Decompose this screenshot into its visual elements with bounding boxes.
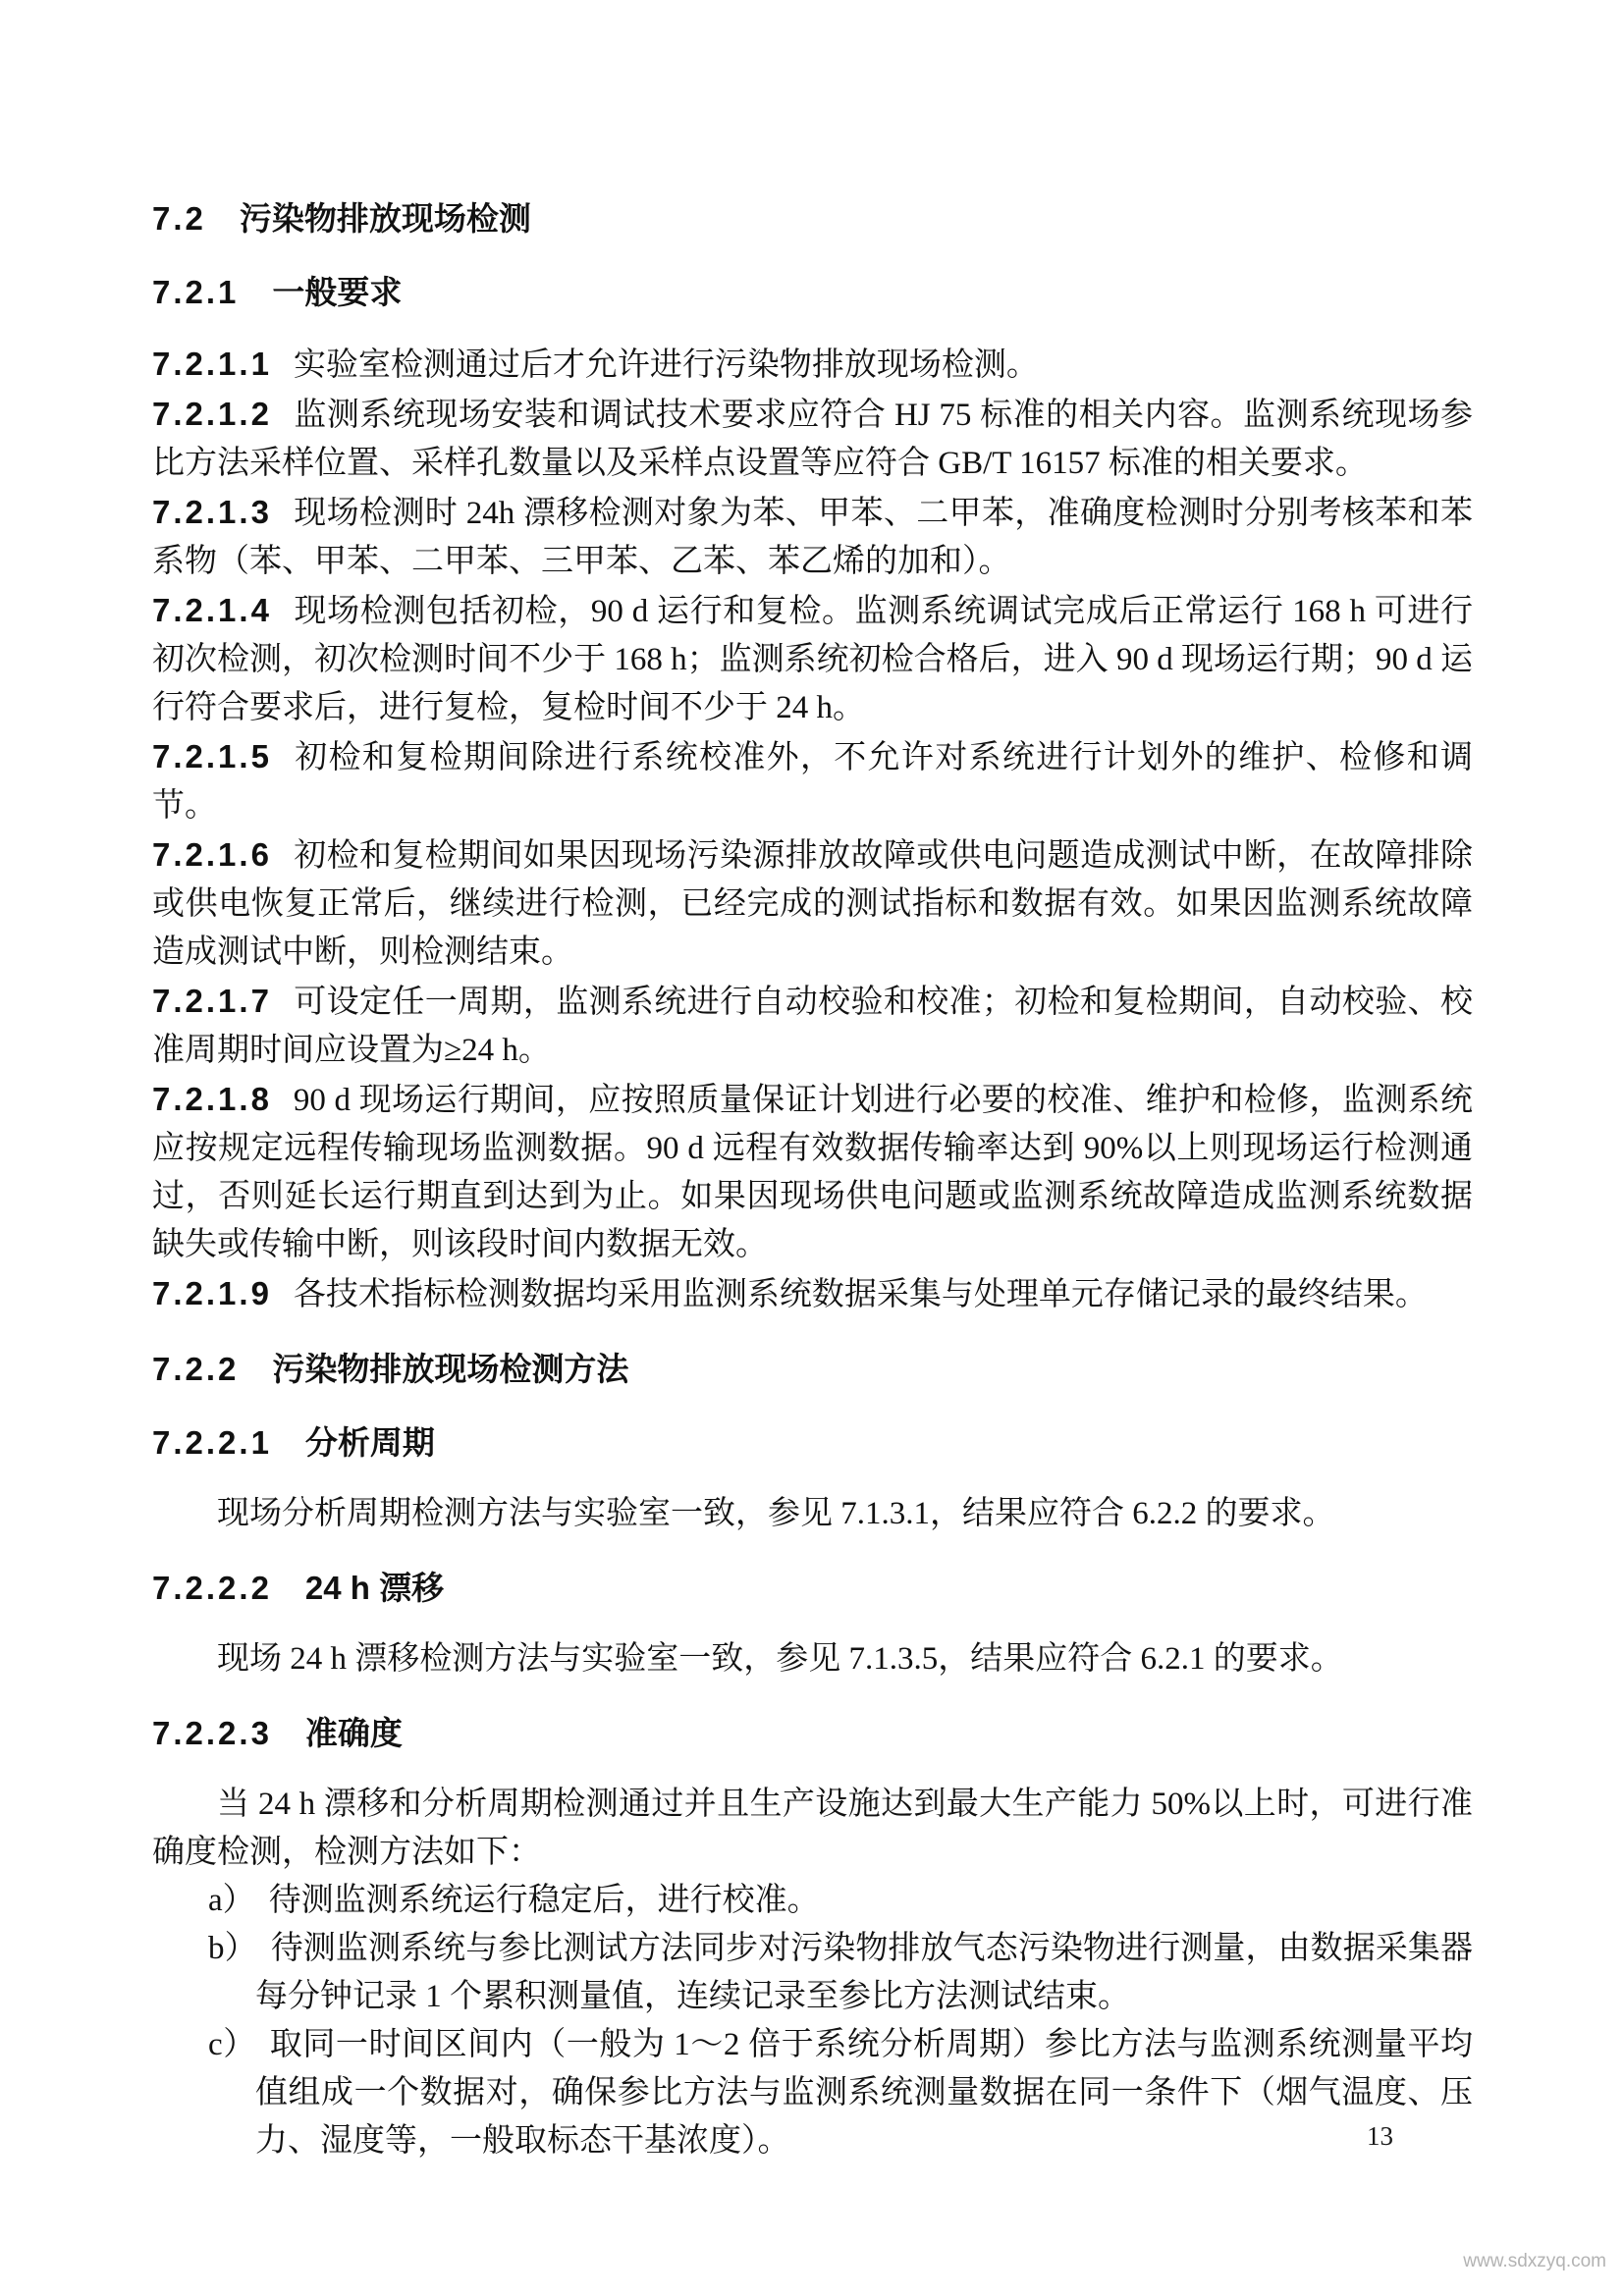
list-item-text: 待测监测系统运行稳定后，进行校准。 [268, 1883, 820, 1918]
clause-text: 初检和复检期间除进行系统校准外，不允许对系统进行计划外的维护、检修和调节。 [152, 740, 1473, 824]
paragraph: 现场 24 h 漂移检测方法与实验室一致，参见 7.1.3.5，结果应符合 6.2.1 的要求。 [217, 1641, 1343, 1677]
section-number: 7.2.2.2 [152, 1570, 272, 1606]
clause-7-2-1-7 [152, 977, 1473, 1075]
clause-number: 7.2.1.4 [152, 592, 272, 628]
clause-number: 7.2.1.7 [152, 983, 272, 1019]
section-heading-7-2-1 [152, 268, 1473, 316]
clause-text: 监测系统现场安装和调试技术要求应符合 HJ 75 标准的相关内容。监测系统现场参比方法采样位置、采样孔数量以及采样点设置等应符合 GB/T 16157 标准的相关要求。 [152, 398, 1473, 481]
section-heading-7-2-2 [152, 1345, 1473, 1393]
clause-number: 7.2.1.8 [152, 1081, 272, 1117]
clause-number: 7.2.1.9 [152, 1275, 272, 1311]
section-title: 一般要求 [272, 274, 403, 310]
list-item-label: c） [208, 2027, 256, 2062]
watermark-text: www.sdxzyq.com [1463, 2251, 1606, 2271]
section-title: 污染物排放现场检测 [239, 200, 531, 237]
clause-number: 7.2.1.6 [152, 836, 272, 873]
section-title: 分析周期 [304, 1424, 435, 1461]
clause-7-2-1-6 [152, 830, 1473, 977]
section-number: 7.2.2 [152, 1351, 240, 1387]
clause-7-2-1-2 [152, 390, 1473, 488]
clause-text: 初检和复检期间如果因现场污染源排放故障或供电问题造成测试中断，在故障排除或供电恢复正常后，继续进行检测，已经完成的测试指标和数据有效。如果因监测系统故障造成测试中断，则检测结束。 [152, 838, 1473, 970]
section-number: 7.2 [152, 200, 206, 237]
section-title: 污染物排放现场检测方法 [272, 1351, 629, 1387]
section-heading-7-2-2-3 [152, 1709, 1473, 1757]
list-item-label: b） [208, 1931, 257, 1966]
page-number: 13 [1367, 2121, 1393, 2151]
clause-number: 7.2.1.2 [152, 396, 272, 432]
section-number: 7.2.1 [152, 274, 240, 310]
clause-text: 现场检测包括初检，90 d 运行和复检。监测系统调试完成后正常运行 168 h 可进行初次检测，初次检测时间不少于 168 h；监测系统初检合格后，进入 90 d 现场运行期；90 d 运行符合要求后，进行复检，复检时间不少于 24 h。 [152, 594, 1473, 725]
clause-7-2-1-1 [152, 340, 1473, 390]
section-number: 7.2.2.1 [152, 1424, 272, 1461]
clause-number: 7.2.1.1 [152, 346, 272, 382]
section-heading-7-2-2-1 [152, 1418, 1473, 1467]
clause-7-2-1-3 [152, 488, 1473, 586]
section-heading-7-2 [152, 194, 1473, 242]
list-item-label: a） [208, 1883, 255, 1918]
section-title: 准确度 [304, 1715, 403, 1751]
clause-7-2-1-9 [152, 1269, 1473, 1319]
list-item-text: 待测监测系统与参比测试方法同步对污染物排放气态污染物进行测量，由数据采集器每分钟记录 1 个累积测量值，连续记录至参比方法测试结束。 [255, 1931, 1474, 2014]
section-title: 24 h 漂移 [304, 1570, 445, 1606]
section-number: 7.2.2.3 [152, 1715, 272, 1751]
clause-7-2-1-8 [152, 1075, 1473, 1269]
list-item-b [152, 1925, 1473, 2021]
document-body [152, 194, 1473, 2165]
clause-text: 现场检测时 24h 漂移检测对象为苯、甲苯、二甲苯，准确度检测时分别考核苯和苯系物（苯、甲苯、二甲苯、三甲苯、乙苯、苯乙烯的加和）。 [152, 496, 1473, 579]
list-item-c [152, 2021, 1473, 2165]
clause-7-2-1-5 [152, 732, 1473, 830]
clause-7-2-1-4 [152, 586, 1473, 732]
list-item-a [152, 1877, 1473, 1925]
paragraph: 当 24 h 漂移和分析周期检测通过并且生产设施达到最大生产能力 50%以上时，可进行准确度检测，检测方法如下： [152, 1787, 1473, 1870]
section-heading-7-2-2-2 [152, 1564, 1473, 1612]
clause-text: 可设定任一周期，监测系统进行自动校验和校准；初检和复检期间，自动校验、校准周期时间应设置为≥24 h。 [152, 985, 1473, 1068]
clause-text: 实验室检测通过后才允许进行污染物排放现场检测。 [293, 347, 1039, 383]
clause-text: 各技术指标检测数据均采用监测系统数据采集与处理单元存储记录的最终结果。 [293, 1277, 1428, 1312]
paragraph: 现场分析周期检测方法与实验室一致，参见 7.1.3.1，结果应符合 6.2.2 的要求。 [217, 1496, 1335, 1531]
clause-number: 7.2.1.3 [152, 494, 272, 530]
list-item-text: 取同一时间区间内（一般为 1～2 倍于系统分析周期）参比方法与监测系统测量平均值组成一个数据对，确保参比方法与监测系统测量数据在同一条件下（烟气温度、压力、湿度等，一般取标态干基浓度）。 [255, 2027, 1474, 2159]
clause-text: 90 d 现场运行期间，应按照质量保证计划进行必要的校准、维护和检修，监测系统应按规定远程传输现场监测数据。90 d 远程有效数据传输率达到 90%以上则现场运行检测通过，否则延长运行期直到达到为止。如果因现场供电问题或监测系统故障造成监测系统数据缺失或传输中断，则该段时间内数据无效。 [152, 1083, 1473, 1262]
clause-number: 7.2.1.5 [152, 738, 272, 774]
